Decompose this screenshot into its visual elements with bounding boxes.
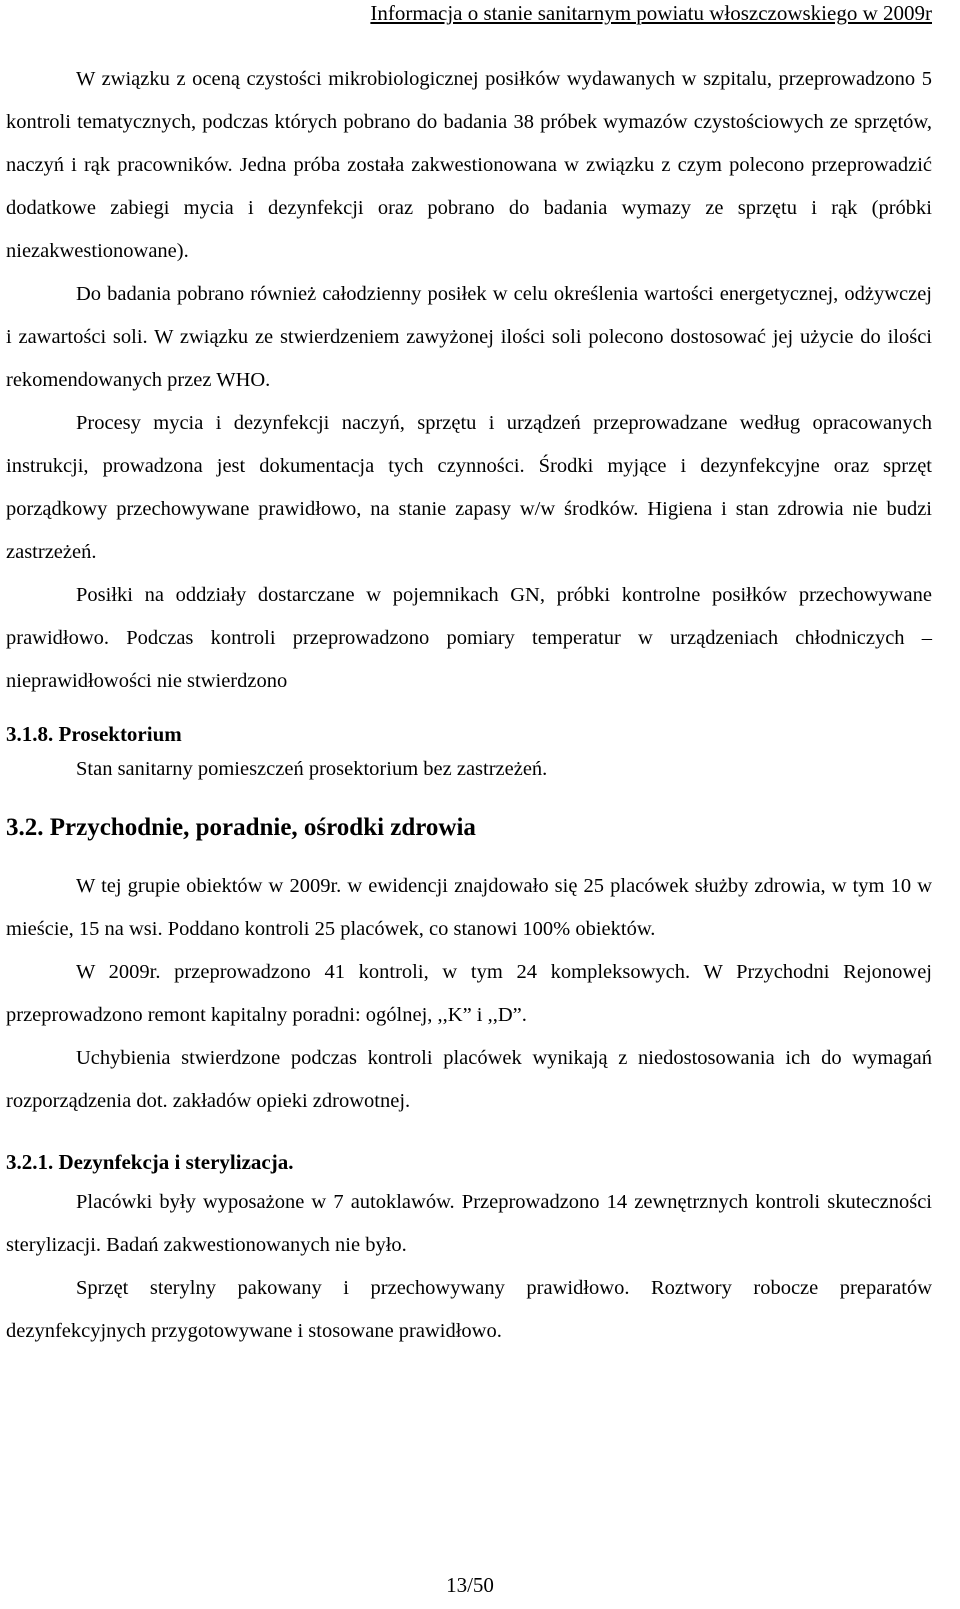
section-heading-przychodnie: 3.2. Przychodnie, poradnie, ośrodki zdrowia [6, 814, 476, 841]
section-heading-dezynfekcja: 3.2.1. Dezynfekcja i sterylizacja. [6, 1150, 294, 1174]
paragraph-washing-disinfection: Procesy mycia i dezynfekcji naczyń, sprzętu i urządzeń przeprowadzane według opracowanych instrukcji, prowadzona jest dokumentacja tych czynności. Środki myjące i dezynfekcyjne oraz sprzęt porządkowy przechowywane prawidłowo, na stanie zapasy w/w środków. Higiena i stan zdrowia nie budzi zastrzeżeń. [6, 412, 932, 563]
page-header: Informacja o stanie sanitarnym powiatu włoszczowskiego w 2009r [370, 1, 932, 25]
paragraph-meal-delivery: Posiłki na oddziały dostarczane w pojemnikach GN, próbki kontrolne posiłków przechowywane prawidłowo. Podczas kontroli przeprowadzono pomiary temperatur w urządzeniach chłodniczych – nieprawidłowości nie stwierdzono [6, 584, 932, 692]
section-heading-prosektorium: 3.1.8. Prosektorium [6, 722, 182, 746]
page-number: 13/50 [446, 1573, 494, 1597]
paragraph-daily-meal: Do badania pobrano również całodzienny posiłek w celu określenia wartości energetycznej, odżywczej i zawartości soli. W związku ze stwierdzeniem zawyżonej ilości soli polecono dostosować jej użycie do ilości rekomendowanych przez WHO. [6, 283, 932, 391]
document-body [6, 58, 932, 1353]
paragraph-facilities-count: W tej grupie obiektów w 2009r. w ewidencji znajdowało się 25 placówek służby zdrowia, w tym 10 w mieście, 15 na wsi. Poddano kontroli 25 placówek, co stanowi 100% obiektów. [6, 875, 932, 940]
paragraph-inspections-2009: W 2009r. przeprowadzono 41 kontroli, w tym 24 kompleksowych. W Przychodni Rejonowej przeprowadzono remont kapitalny poradni: ogólnej, ,,K” i ,,D”. [6, 961, 932, 1026]
paragraph-autoclaves: Placówki były wyposażone w 7 autoklawów. Przeprowadzono 14 zewnętrznych kontroli skuteczności sterylizacji. Badań zakwestionowanych nie było. [6, 1191, 932, 1256]
paragraph-sterile-equipment: Sprzęt sterylny pakowany i przechowywany prawidłowo. Roztwory robocze preparatów dezynfekcyjnych przygotowywane i stosowane prawidłowo. [6, 1277, 932, 1342]
paragraph-deficiencies: Uchybienia stwierdzone podczas kontroli placówek wynikają z niedostosowania ich do wymagań rozporządzenia dot. zakładów opieki zdrowotnej. [6, 1047, 932, 1112]
paragraph-prosektorium: Stan sanitarny pomieszczeń prosektorium bez zastrzeżeń. [76, 758, 548, 780]
paragraph-hospital-meals: W związku z oceną czystości mikrobiologicznej posiłków wydawanych w szpitalu, przeprowadzono 5 kontroli tematycznych, podczas których pobrano do badania 38 próbek wymazów czystościowych ze sprzętów, naczyń i rąk pracowników. Jedna próba została zakwestionowana w związku z czym polecono przeprowadzić dodatkowe zabiegi mycia i dezynfekcji oraz pobrano do badania wymazy ze sprzętu i rąk (próbki niezakwestionowane). [6, 68, 932, 262]
